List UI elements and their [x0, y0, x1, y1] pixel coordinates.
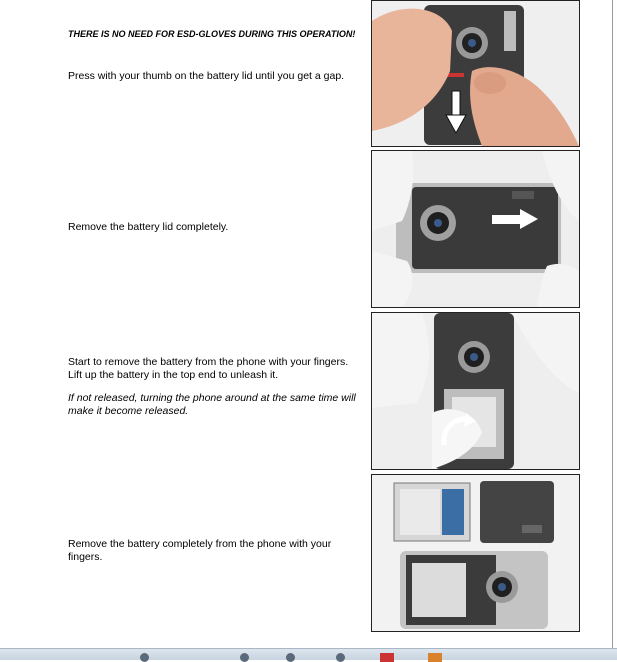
esd-warning: THERE IS NO NEED FOR ESD-GLOVES DURING THIS OPERATION!	[68, 29, 356, 39]
taskbar-app-icon[interactable]	[428, 653, 442, 662]
photo-lift-battery	[371, 312, 580, 470]
step-3-text-block	[68, 356, 364, 418]
photo-battery-removed	[371, 474, 580, 632]
step-row-3	[0, 312, 612, 470]
step-1-text-block	[68, 28, 364, 83]
taskbar-app-icon[interactable]	[380, 653, 394, 662]
step-3-note: If not released, turning the phone around at the same time will make it become released.	[68, 392, 356, 417]
taskbar	[0, 648, 617, 660]
step-row-2	[0, 150, 612, 308]
step-4-text-block	[68, 538, 364, 564]
taskbar-app-icon[interactable]	[336, 653, 345, 662]
step-row-1	[0, 0, 612, 148]
taskbar-app-icon[interactable]	[240, 653, 249, 662]
photo-remove-battery-lid	[371, 150, 580, 308]
step-2-text-block	[68, 221, 364, 234]
photo-press-battery-lid	[371, 0, 580, 147]
taskbar-app-icon[interactable]	[286, 653, 295, 662]
step-row-4	[0, 474, 612, 634]
step-4-instruction: Remove the battery completely from the phone with your fingers.	[68, 538, 332, 563]
step-1-instruction: Press with your thumb on the battery lid until you get a gap.	[68, 70, 345, 82]
step-3-instruction: Start to remove the battery from the phone with your fingers. Lift up the battery in the top end to unleash it.	[68, 356, 349, 381]
taskbar-app-icon[interactable]	[140, 653, 149, 662]
step-2-instruction: Remove the battery lid completely.	[68, 221, 229, 233]
